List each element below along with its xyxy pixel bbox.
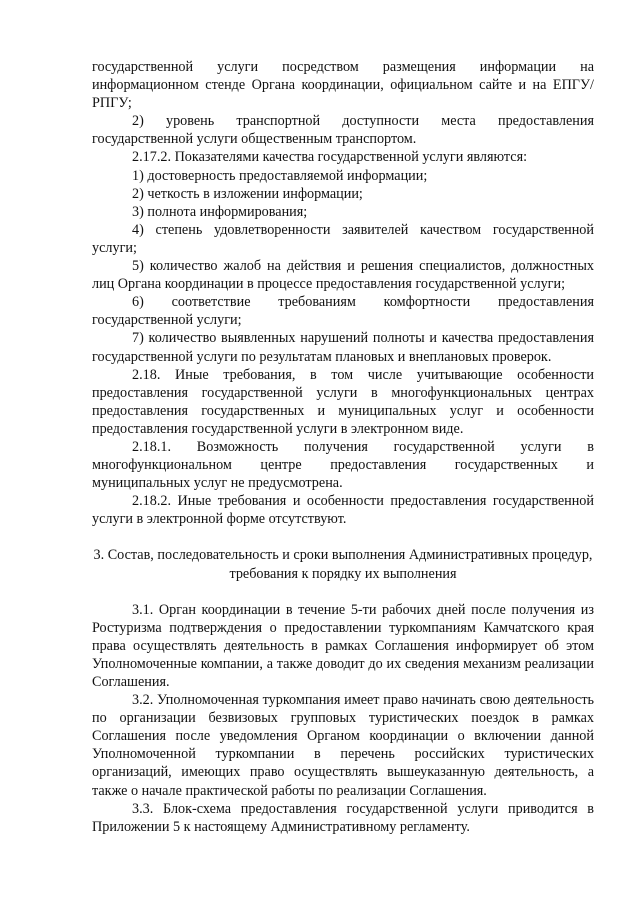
paragraph-3-1: 3.1. Орган координации в течение 5-ти рабочих дней после получения из Ростуризма подтверждения о предоставлении туркомпаниям Камчатского края права осуществлять деятельность в рамках Соглашения информирует об этом Уполномоченные компании, а также доводит до их сведения механизм реализации Соглашения. xyxy=(92,601,594,690)
section-heading: 3. Состав, последовательность и сроки выполнения Административных процедур, требования к порядку их выполнения xyxy=(93,547,593,582)
paragraph-item-2: 2) четкость в изложении информации; xyxy=(132,185,363,202)
document-page xyxy=(92,58,594,836)
paragraph-2-18: 2.18. Иные требования, в том числе учитывающие особенности предоставления государственной услуги в многофункциональных центрах предоставления государственных и муниципальных услуг и особенности предоставления государственной услуги в электронном виде. xyxy=(92,366,594,437)
paragraph-2-18-2: 2.18.2. Иные требования и особенности предоставления государственной услуги в электронной форме отсутствуют. xyxy=(92,493,594,528)
paragraph-item-5: 5) количество жалоб на действия и решения специалистов, должностных лиц Органа координации в процессе предоставления государственной услуги; xyxy=(92,258,594,293)
paragraph-2-17-2: 2.17.2. Показателями качества государственной услуги являются: xyxy=(132,149,528,166)
spacer xyxy=(92,528,594,546)
paragraph-continuation: государственной услуги посредством размещения информации на информационном стенде Органа координации, официальном сайте и на ЕПГУ/РПГУ; xyxy=(92,59,594,112)
paragraph-item-1: 1) достоверность предоставляемой информации; xyxy=(132,167,428,184)
paragraph-item-3: 3) полнота информирования; xyxy=(132,203,308,220)
paragraph-item-7: 7) количество выявленных нарушений полноты и качества предоставления государственной услуги по результатам плановых и внеплановых проверок. xyxy=(92,330,594,365)
paragraph-3-2: 3.2. Уполномоченная туркомпания имеет право начинать свою деятельность по организации безвизовых групповых туристических поездок в рамках Соглашения после уведомления Органом координации о включении данной Уполномоченной туркомпании в перечень российских туристических организаций, имеющих право осуществлять вышеуказанную деятельность, а также о начале практической работы по реализации Соглашения. xyxy=(92,692,594,799)
paragraph-item-2-transport: 2) уровень транспортной доступности места предоставления государственной услуги общественным транспортом. xyxy=(92,113,594,148)
spacer xyxy=(92,583,594,601)
paragraph-item-6: 6) соответствие требованиям комфортности предоставления государственной услуги; xyxy=(92,294,594,329)
paragraph-3-3: 3.3. Блок-схема предоставления государственной услуги приводится в Приложении 5 к настоящему Административному регламенту. xyxy=(92,800,594,835)
paragraph-item-4: 4) степень удовлетворенности заявителей качеством государственной услуги; xyxy=(92,221,594,256)
paragraph-2-18-1: 2.18.1. Возможность получения государственной услуги в многофункциональном центре предоставления государственных и муниципальных услуг не предусмотрена. xyxy=(92,438,594,492)
